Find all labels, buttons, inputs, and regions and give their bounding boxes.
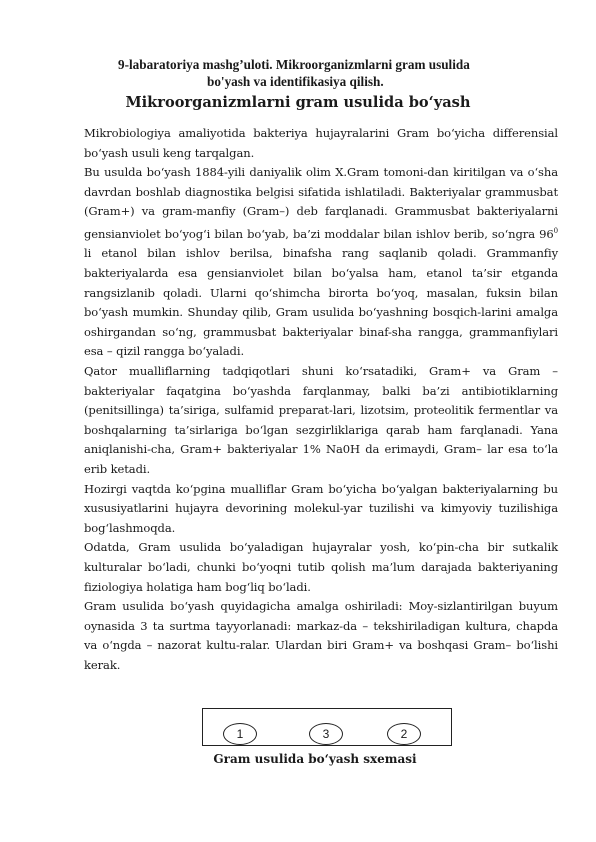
paragraph-history-part2: li etanol bilan ishlov berilsa, binafsha rang saqlanib qoladi. Grammanfiy bakteriyalarda esa gensianviolet bilan bo‘yalsa ham, etanol ta’sir etganda rangsizlanib qoladi. Ularni qo‘shimcha birorta bo‘yoq, masalan, fuksin bilan bo‘yash mumkin. Shunday qilib, Gram usulida bo‘yashning bosqich-larini amalga oshirgandan so‘ng, grammusbat bakteriyalar binaf-sha rangga, grammanfiylari esa – qizil rangga bo‘yaladi. (84, 246, 558, 359)
paragraph-current: Hozirgi vaqtda ko‘pgina mualliflar Gram bo‘yicha bo‘yalgan bakteriyalarning bu xususiyatlarini hujayra devorining molekul-yar tuzilishi va kimyoviy tuzilishiga bog‘lashmoqda. (84, 481, 558, 535)
paragraph-intro: Mikrobiologiya amaliyotida bakteriya hujayralarini Gram bo‘yicha differensial bo‘yash usuli keng tarqalgan. (84, 126, 558, 160)
paragraph-history-part1: Bu usulda bo‘yash 1884-yili daniyalik olim X.Gram tomoni-dan kiritilgan va o‘sha davrdan boshlab diagnostika belgisi sifatida ishlatiladi. Bakteriyalar grammusbat (Gram+) va gram-manfiy (Gram–) deb farqlanadi. Grammusbat bakteriyalarni gensianviolet bo‘yog‘i bilan bo‘yab, ba’zi moddalar bilan ishlov berib, so‘ngra 96 (84, 165, 558, 241)
paragraph-history (84, 163, 558, 362)
diagram-caption: Gram usulida bo‘yash sxemasi (213, 752, 417, 766)
smear-circle-3: 3 (309, 723, 343, 745)
degree-superscript: 0 (553, 226, 558, 235)
smear-circle-1: 1 (223, 723, 257, 745)
paragraph-research: Qator mualliflarning tadqiqotlari shuni ko‘rsatadiki, Gram+ va Gram – bakteriyalar faqatgina bo‘yashda farqlanmay, balki ba’zi antibiotiklarning (penitsillinga) ta’siriga, sulfamid preparat-lari, lizotsim, proteolitik fermentlar va boshqalarning ta’sirlariga bo‘lgan sezgirliklariga qarab ham farqlanadi. Yana aniqlanishi-cha, Gram+ bakteriyalar 1% Na0H da erimaydi, Gram– lar esa to‘la erib ketadi. (84, 363, 558, 476)
topic-title: Mikroorganizmlarni gram usulida bo‘yash (125, 94, 471, 111)
gram-stain-diagram (202, 708, 452, 746)
paragraph-procedure: Gram usulida bo‘yash quyidagicha amalga oshiriladi: Moy-sizlantirilgan buyum oynasida 3 ta surtma tayyorlanadi: markaz-da – tekshiriladigan kultura, chapda va o‘ngda – nazorat kultu-ralar. Ulardan biri Gram+ va boshqasi Gram– bo‘lishi kerak. (84, 599, 558, 672)
lab-title (84, 56, 554, 90)
lab-title-line1: 9-labaratoriya mashg’uloti. Mikroorganizmlarni gram usulida (118, 57, 470, 72)
lab-title-line2: bo'yash va identifikasiya qilish. (207, 74, 384, 89)
paragraph-cultures: Odatda, Gram usulida bo‘yaladigan hujayralar yosh, ko‘pin-cha bir sutkalik kulturalar bo‘ladi, chunki bo‘yoqni tutib qolish ma’lum darajada bakteriyaning fiziologiya holatiga ham bog‘liq bo‘ladi. (84, 540, 558, 594)
smear-circle-2: 2 (387, 723, 421, 745)
body-text (84, 124, 558, 675)
